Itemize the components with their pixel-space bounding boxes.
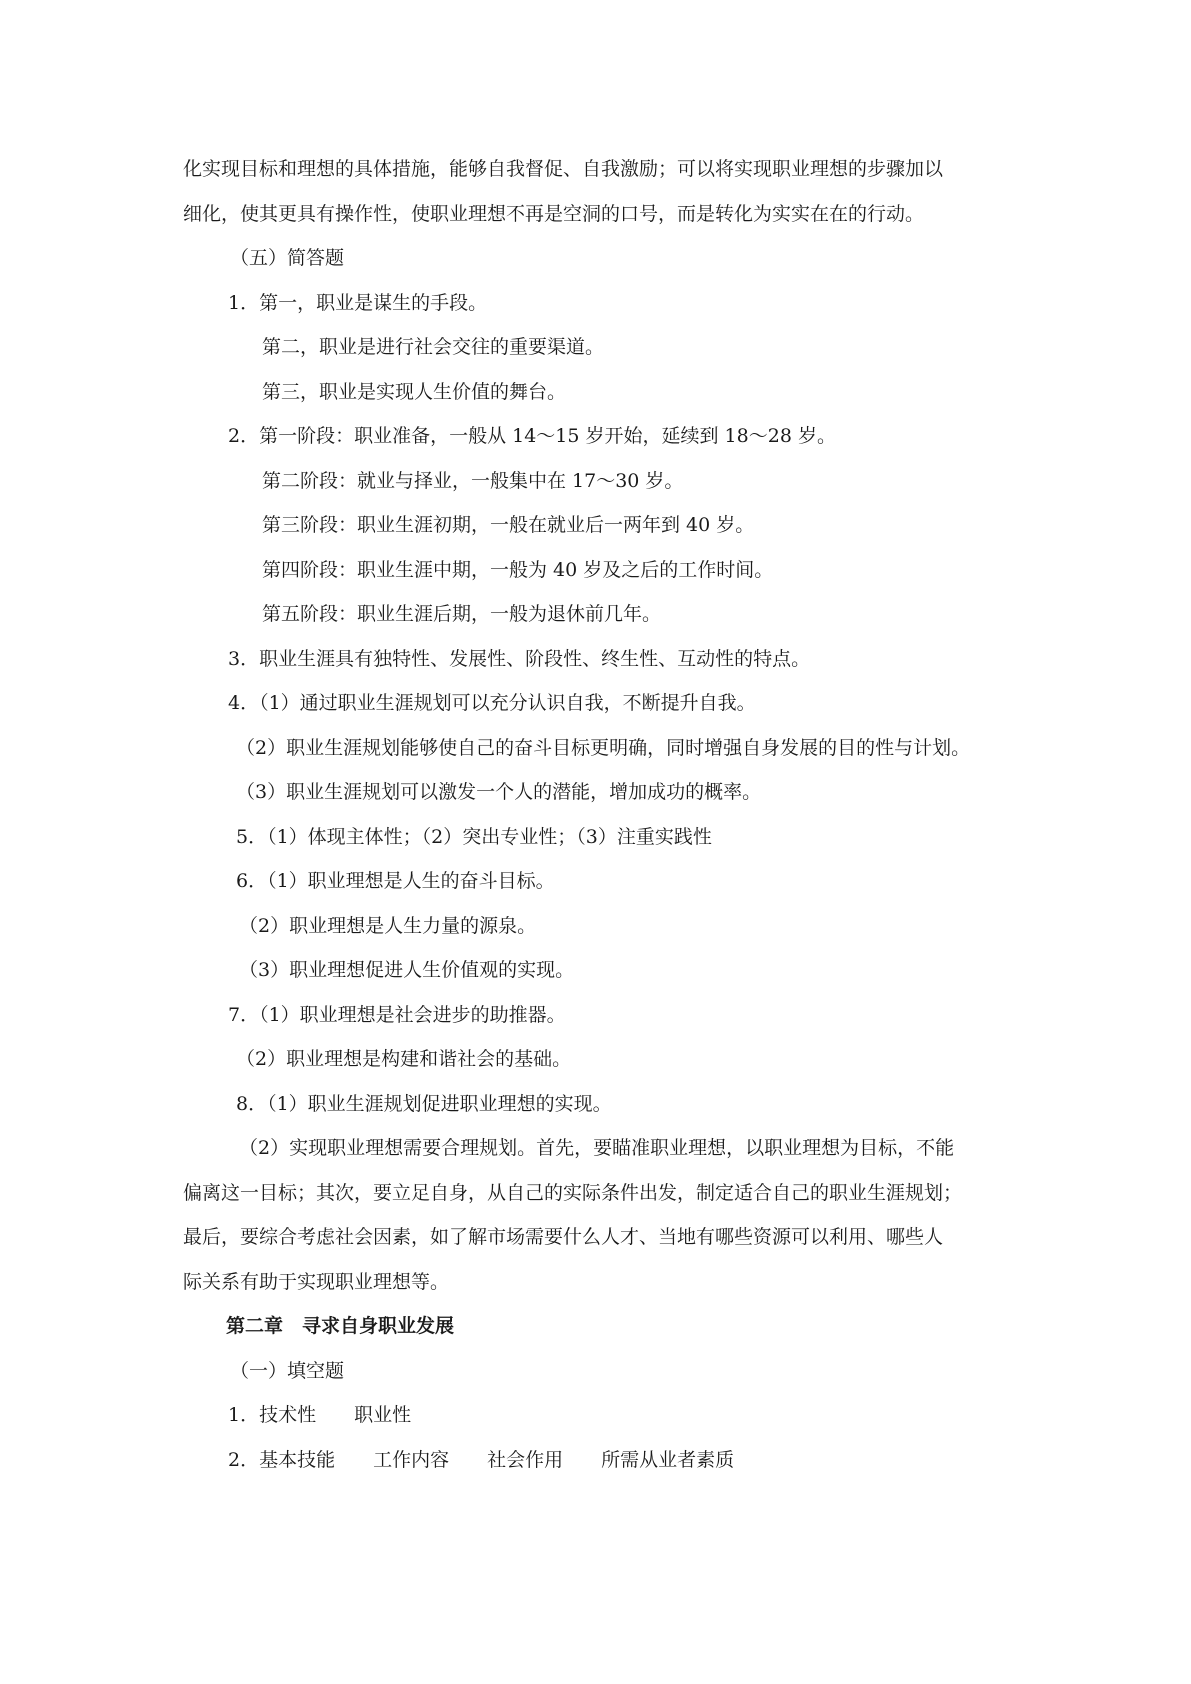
- answer-item: 第二，职业是进行社会交往的重要渠道。: [262, 336, 605, 358]
- answer-item: （3）职业生涯规划可以激发一个人的潜能，增加成功的概率。: [236, 781, 762, 803]
- answer-item: 3．职业生涯具有独特性、发展性、阶段性、终生性、互动性的特点。: [228, 648, 811, 670]
- answer-item: 8．（1）职业生涯规划促进职业理想的实现。: [236, 1093, 612, 1115]
- answer-item: 第五阶段：职业生涯后期，一般为退休前几年。: [262, 603, 662, 625]
- answer-item: 6．（1）职业理想是人生的奋斗目标。: [236, 870, 555, 892]
- answer-item: 第四阶段：职业生涯中期，一般为 40 岁及之后的工作时间。: [262, 559, 774, 581]
- answer-item: 4．（1）通过职业生涯规划可以充分认识自我，不断提升自我。: [228, 692, 756, 714]
- answer-item: （2）职业理想是人生力量的源泉。: [239, 915, 537, 937]
- answer-item: （3）职业理想促进人生价值观的实现。: [239, 959, 575, 981]
- answer-item: 1．技术性 职业性: [228, 1404, 412, 1426]
- answer-item: 1．第一，职业是谋生的手段。: [228, 292, 488, 314]
- answer-item: （2）实现职业理想需要合理规划。首先，要瞄准职业理想，以职业理想为目标，不能: [239, 1137, 955, 1159]
- chapter-heading: 第二章 寻求自身职业发展: [226, 1315, 455, 1337]
- section-heading: （五）简答题: [230, 247, 345, 269]
- body-text-line: 细化，使其更具有操作性，使职业理想不再是空洞的口号，而是转化为实实在在的行动。: [183, 203, 925, 225]
- body-text-line: 际关系有助于实现职业理想等。: [183, 1271, 450, 1293]
- body-text-line: 化实现目标和理想的具体措施，能够自我督促、自我激励；可以将实现职业理想的步骤加以: [183, 158, 944, 180]
- answer-item: 第二阶段：就业与择业，一般集中在 17～30 岁。: [262, 470, 684, 492]
- answer-item: 2．第一阶段：职业准备，一般从 14～15 岁开始，延续到 18～28 岁。: [228, 425, 836, 447]
- answer-item: （2）职业生涯规划能够使自己的奋斗目标更明确，同时增强自身发展的目的性与计划。: [236, 737, 971, 759]
- answer-item: 5．（1）体现主体性；（2）突出专业性；（3）注重实践性: [236, 826, 712, 848]
- answer-item: 7．（1）职业理想是社会进步的助推器。: [228, 1004, 566, 1026]
- answer-item: 2．基本技能 工作内容 社会作用 所需从业者素质: [228, 1449, 735, 1471]
- answer-item: 第三，职业是实现人生价值的舞台。: [262, 381, 567, 403]
- section-heading: （一）填空题: [230, 1360, 345, 1382]
- answer-item: 第三阶段：职业生涯初期，一般在就业后一两年到 40 岁。: [262, 514, 755, 536]
- answer-item: （2）职业理想是构建和谐社会的基础。: [236, 1048, 572, 1070]
- body-text-line: 最后，要综合考虑社会因素，如了解市场需要什么人才、当地有哪些资源可以利用、哪些人: [183, 1226, 944, 1248]
- body-text-line: 偏离这一目标；其次，要立足自身，从自己的实际条件出发，制定适合自己的职业生涯规划；: [183, 1182, 963, 1204]
